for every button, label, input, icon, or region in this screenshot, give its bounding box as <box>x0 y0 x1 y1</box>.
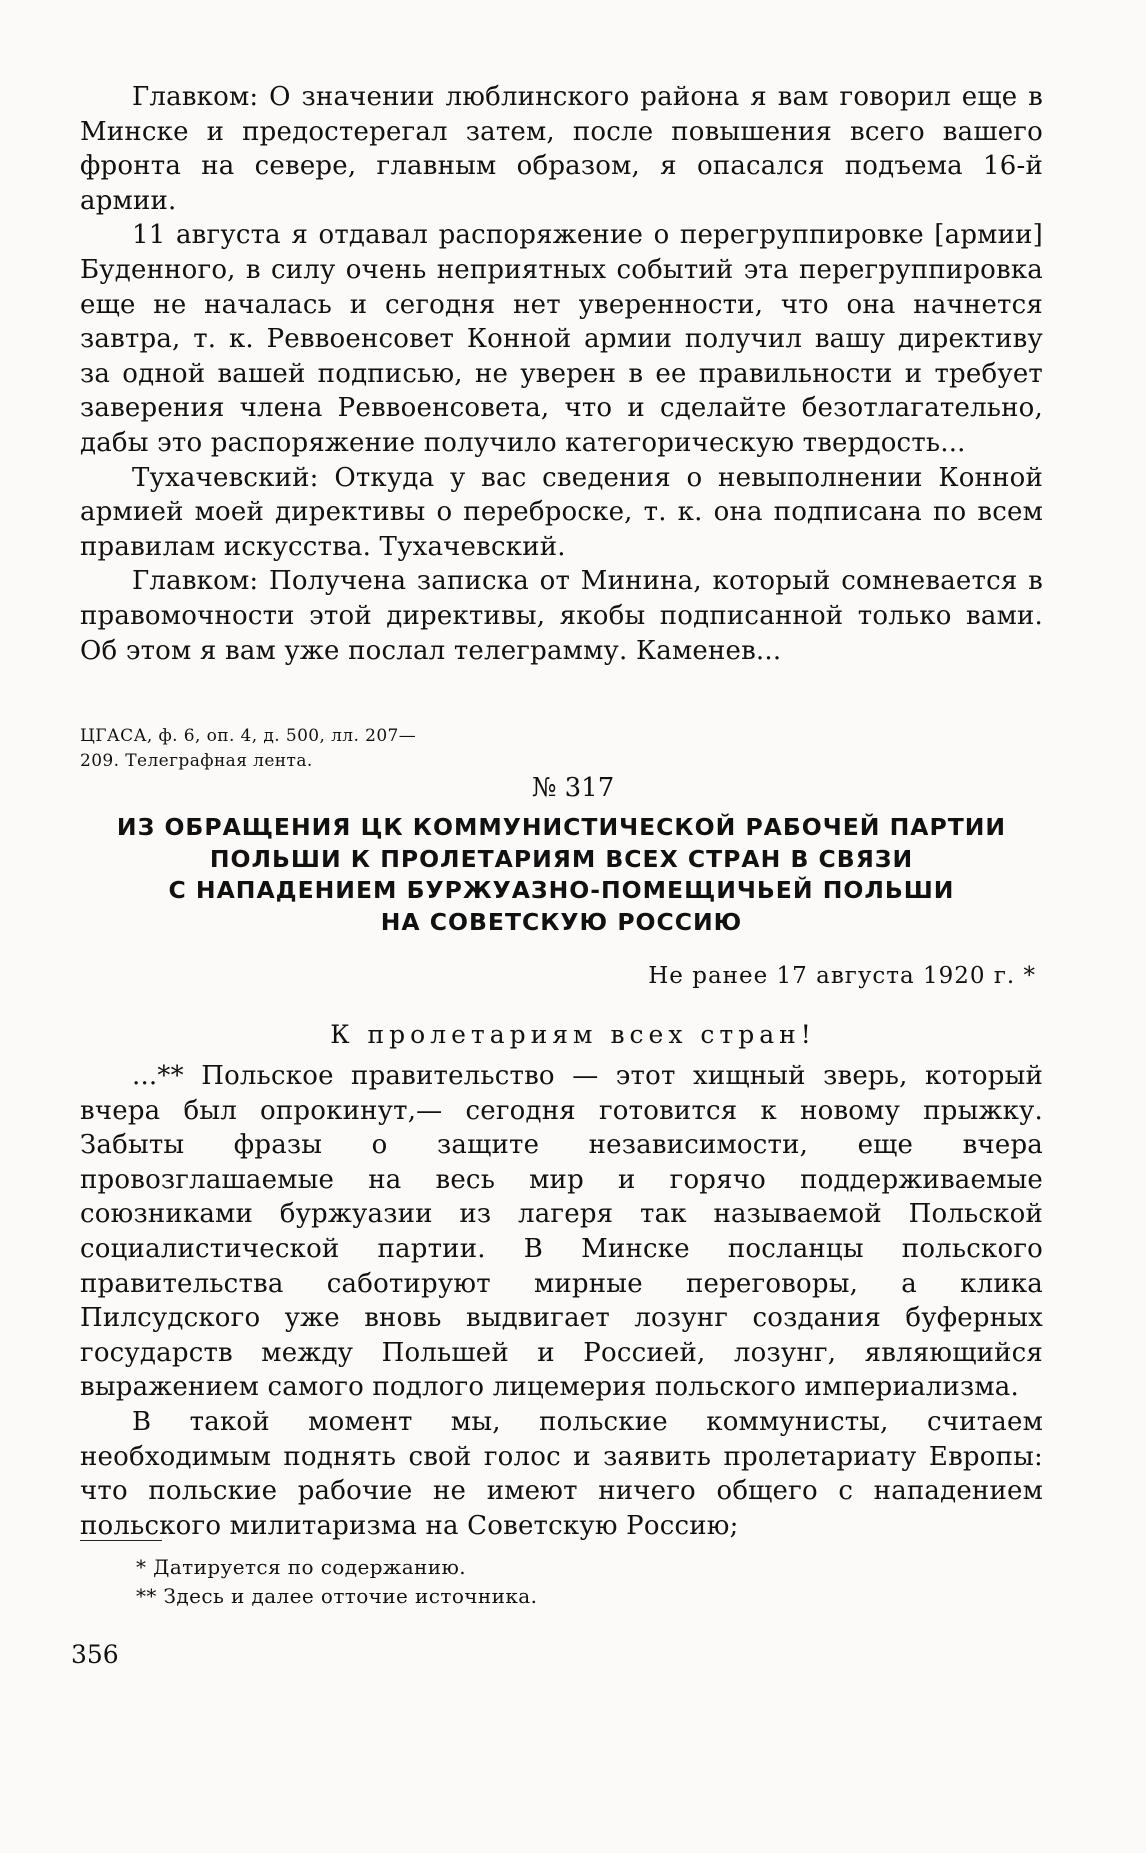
document-title-line: С НАПАДЕНИЕМ БУРЖУАЗНО-ПОМЕЩИЧЬЕЙ ПОЛЬШИ <box>168 876 955 905</box>
document-number: № 317 <box>531 773 615 803</box>
top-text-block <box>80 80 1043 668</box>
footnote-ellipsis: ** Здесь и далее отточие источника. <box>136 1584 538 1608</box>
document-title-line: ПОЛЬШИ К ПРОЛЕТАРИЯМ ВСЕХ СТРАН В СВЯЗИ <box>209 844 914 873</box>
document-title <box>80 812 1043 938</box>
archive-source-line-1: ЦГАСА, ф. 6, оп. 4, д. 500, лл. 207— <box>80 726 417 746</box>
document-date: Не ранее 17 августа 1920 г. * <box>648 963 1036 989</box>
paragraph-glavkom-1: Главком: О значении люблинского района я вам говорил еще в Минске и предостерегал затем, после повышения всего вашего фронта на севере, главным образом, я опасался подъема 16-й армии. <box>80 82 1043 216</box>
footnotes <box>80 1553 980 1611</box>
document-title-line: НА СОВЕТСКУЮ РОССИЮ <box>380 907 743 936</box>
footnote-divider <box>80 1540 162 1541</box>
paragraph-glavkom-2: Главком: Получена записка от Минина, который сомневается в правомочности этой директивы, якобы подписанной только вами. Об этом я вам уже послал телеграмму. Каменев... <box>80 566 1043 666</box>
paragraph-regrouping: 11 августа я отдавал распоряжение о перегруппировке [армии] Буденного, в силу очень неприятных событий эта перегруппировка еще не началась и сегодня нет уверенности, что она начнется завтра, т. к. Реввоенсовет Конной армии получил вашу директиву за одной вашей подписью, не уверен в ее правильности и требует заверения члена Реввоенсовета, что и сделайте безотлагательно, дабы это распоряжение получило категорическую твердость... <box>80 220 1043 458</box>
paragraph-appeal-2: В такой момент мы, польские коммунисты, считаем необходимым поднять свой голос и заявить пролетариату Европы: что польские рабочие не имеют ничего общего с нападением польского милитаризма на Советскую Россию; <box>80 1406 1043 1541</box>
page-number: 356 <box>71 1640 119 1669</box>
appeal-text-block <box>80 1059 1043 1543</box>
paragraph-appeal-1: ...** Польское правительство — этот хищный зверь, который вчера был опрокинут,— сегодня готовится к новому прыжку. Забыты фразы о защите независимости, еще вчера провозглашаемые на весь мир и горячо поддерживаемые союзниками буржуазии из лагеря так называемой Польской социалистической партии. В Минске посланцы польского правительства саботируют мирные переговоры, а клика Пилсудского уже вновь выдвигает лозунг создания буферных государств между Польшей и Россией, лозунг, являющийся выражением самого подлого лицемерия польского империализма. <box>80 1061 1043 1403</box>
archive-source <box>80 724 680 774</box>
paragraph-tukhachevsky: Тухачевский: Откуда у вас сведения о невыполнении Конной армией моей директивы о переброске, т. к. она подписана по всем правилам искусства. Тухачевский. <box>80 462 1043 562</box>
archive-source-line-2: 209. Телеграфная лента. <box>80 751 313 771</box>
footnote-dating: * Датируется по содержанию. <box>136 1555 467 1579</box>
appeal-heading: К пролетариям всех стран! <box>330 1020 816 1049</box>
document-title-line: ИЗ ОБРАЩЕНИЯ ЦК КОММУНИСТИЧЕСКОЙ РАБОЧЕЙ ПАРТИИ <box>116 813 1007 841</box>
